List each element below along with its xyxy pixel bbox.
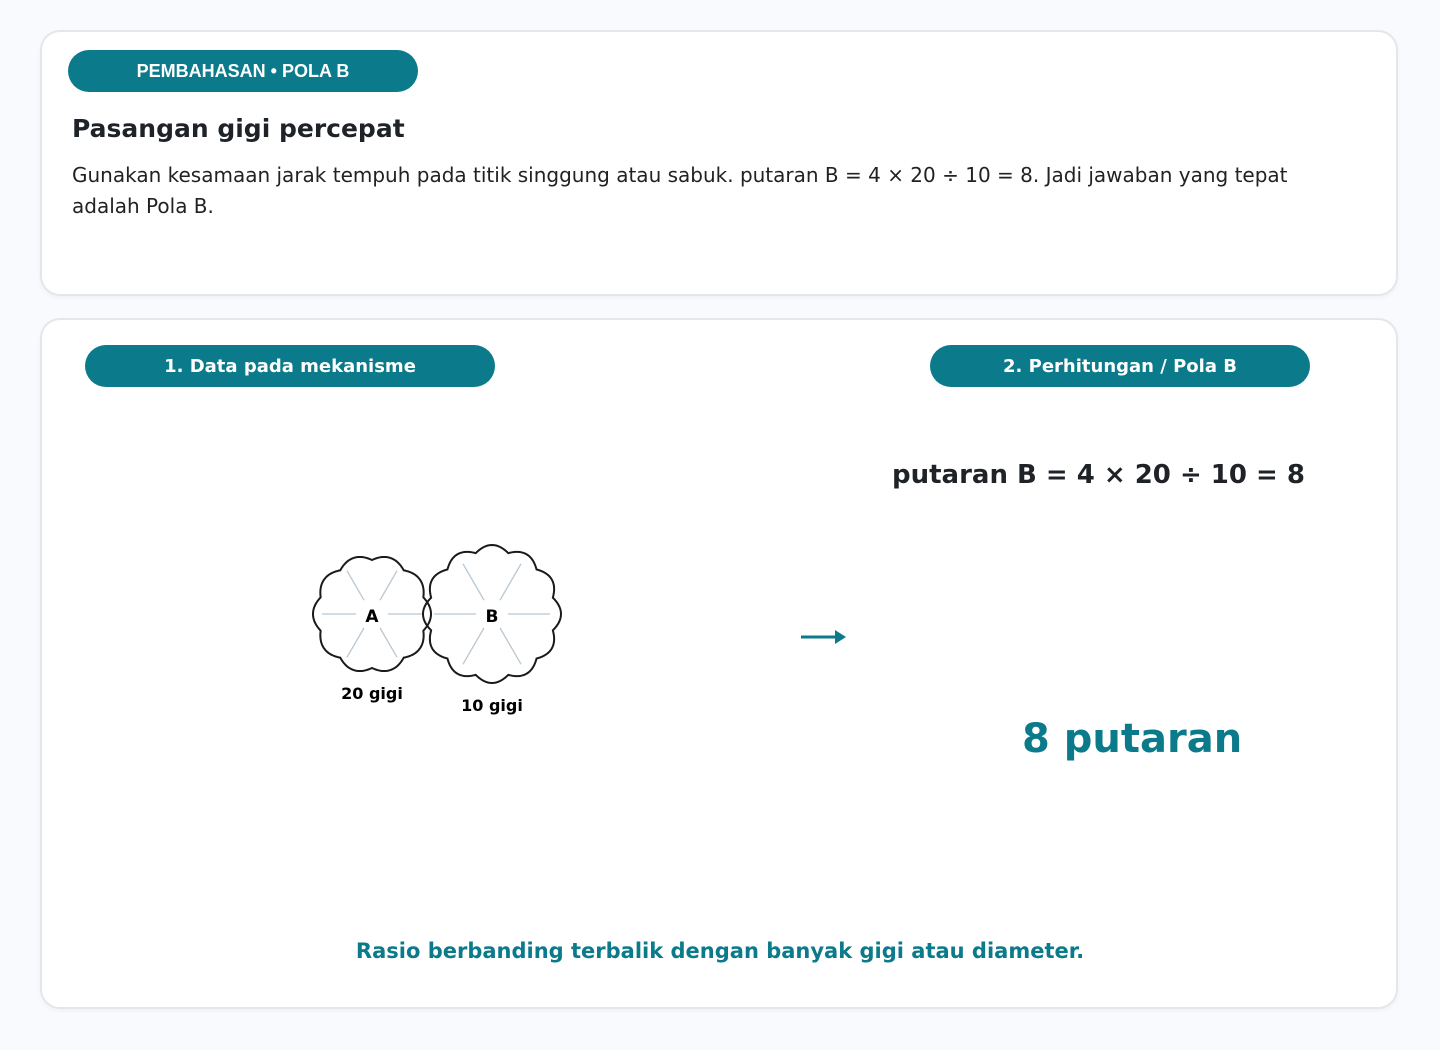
gear-spoke	[347, 628, 364, 657]
arrow-right-icon	[799, 625, 849, 649]
calculation-result: 8 putaran	[1022, 716, 1243, 762]
section-label-data: 1. Data pada mekanisme	[85, 345, 495, 387]
gear-spoke	[463, 564, 484, 600]
gear-a-label: A	[365, 607, 379, 627]
gear-diagram	[242, 510, 842, 810]
ratio-note: Rasio berbanding terbalik dengan banyak gigi atau diameter.	[355, 939, 1085, 963]
gear-spoke	[463, 628, 484, 664]
calculation-formula: putaran B = 4 × 20 ÷ 10 = 8	[892, 460, 1305, 490]
gear-spoke	[380, 571, 397, 600]
gear-b-label: B	[485, 607, 499, 627]
gear-spoke	[380, 628, 397, 657]
gear-spoke	[347, 571, 364, 600]
explanation-badge: PEMBAHASAN • POLA B	[68, 50, 418, 92]
gear-spoke	[500, 564, 521, 600]
gear-a-teeth-label: 20 gigi	[341, 684, 403, 703]
section-label-calculation: 2. Perhitungan / Pola B	[930, 345, 1310, 387]
gear-spoke	[500, 628, 521, 664]
explanation-title: Pasangan gigi percepat	[72, 114, 405, 143]
explanation-card	[40, 30, 1398, 296]
diagram-card	[40, 318, 1398, 1009]
gear-b-teeth-label: 10 gigi	[461, 696, 523, 715]
explanation-text: Gunakan kesamaan jarak tempuh pada titik singgung atau sabuk. putaran B = 4 × 20 ÷ 10 = 8. Jadi jawaban yang tepat adalah Pola B.	[72, 163, 1288, 218]
